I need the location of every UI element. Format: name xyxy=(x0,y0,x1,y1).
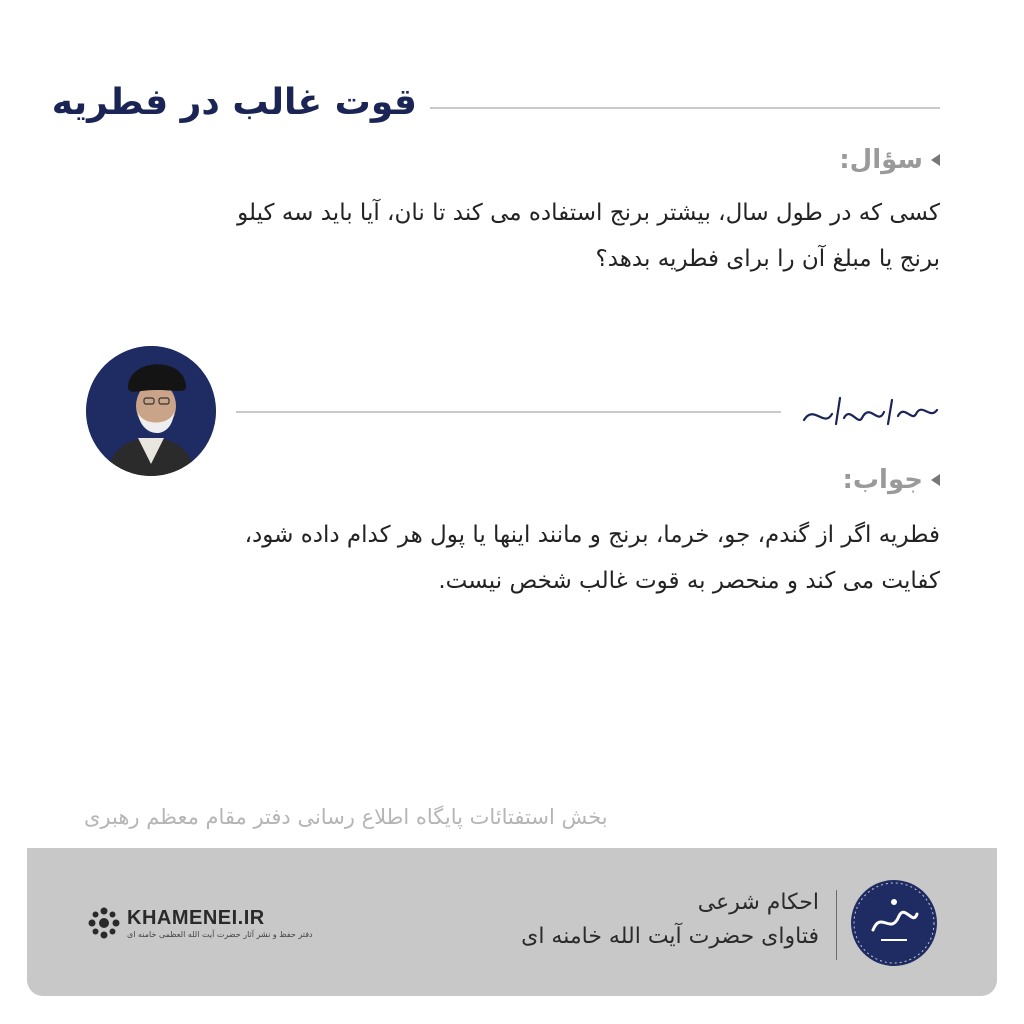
portrait-avatar xyxy=(86,346,216,476)
site-subtitle: دفتر حفظ و نشر آثار حضرت آیت الله العظمی خامنه ای xyxy=(127,930,313,939)
footer-text xyxy=(521,886,819,954)
khamenei-emblem-icon xyxy=(85,904,123,942)
answer-line-2: کفایت می کند و منحصر به قوت غالب شخص نیست. xyxy=(438,568,940,594)
answer-line-1: فطریه اگر از گندم، جو، خرما، برنج و مانند اینها یا پول هر کدام داده شود، xyxy=(244,522,940,548)
page-title: قوت غالب در فطریه xyxy=(51,82,417,123)
question-label: سؤال: xyxy=(839,145,923,175)
footer-subtitle: فتاوای حضرت آیت الله خامنه ای xyxy=(521,924,819,949)
bismillah-calligraphy xyxy=(792,390,942,434)
question-line-2: برنج یا مبلغ آن را برای فطریه بدهد؟ xyxy=(595,246,940,272)
question-line-1: کسی که در طول سال، بیشتر برنج استفاده می کند تا نان، آیا باید سه کیلو xyxy=(237,200,940,226)
question-text xyxy=(84,190,940,282)
footer-separator xyxy=(836,890,837,960)
khamenei-ir-logo[interactable] xyxy=(85,904,313,942)
answer-divider xyxy=(236,411,781,413)
answer-label-row xyxy=(843,465,940,495)
triangle-marker-icon xyxy=(931,474,940,486)
question-label-row xyxy=(839,145,940,175)
title-divider xyxy=(430,107,940,109)
source-note: بخش استفتائات پایگاه اطلاع رسانی دفتر مقام معظم رهبری xyxy=(84,805,608,829)
triangle-marker-icon xyxy=(931,154,940,166)
footer-bar xyxy=(27,848,997,996)
title-row xyxy=(51,78,940,138)
site-name: KHAMENEI.IR xyxy=(127,907,265,929)
fiqh-logo xyxy=(851,880,937,966)
answer-text xyxy=(84,512,940,604)
footer-category: احکام شرعی xyxy=(697,890,819,915)
answer-label: جواب: xyxy=(842,465,923,495)
